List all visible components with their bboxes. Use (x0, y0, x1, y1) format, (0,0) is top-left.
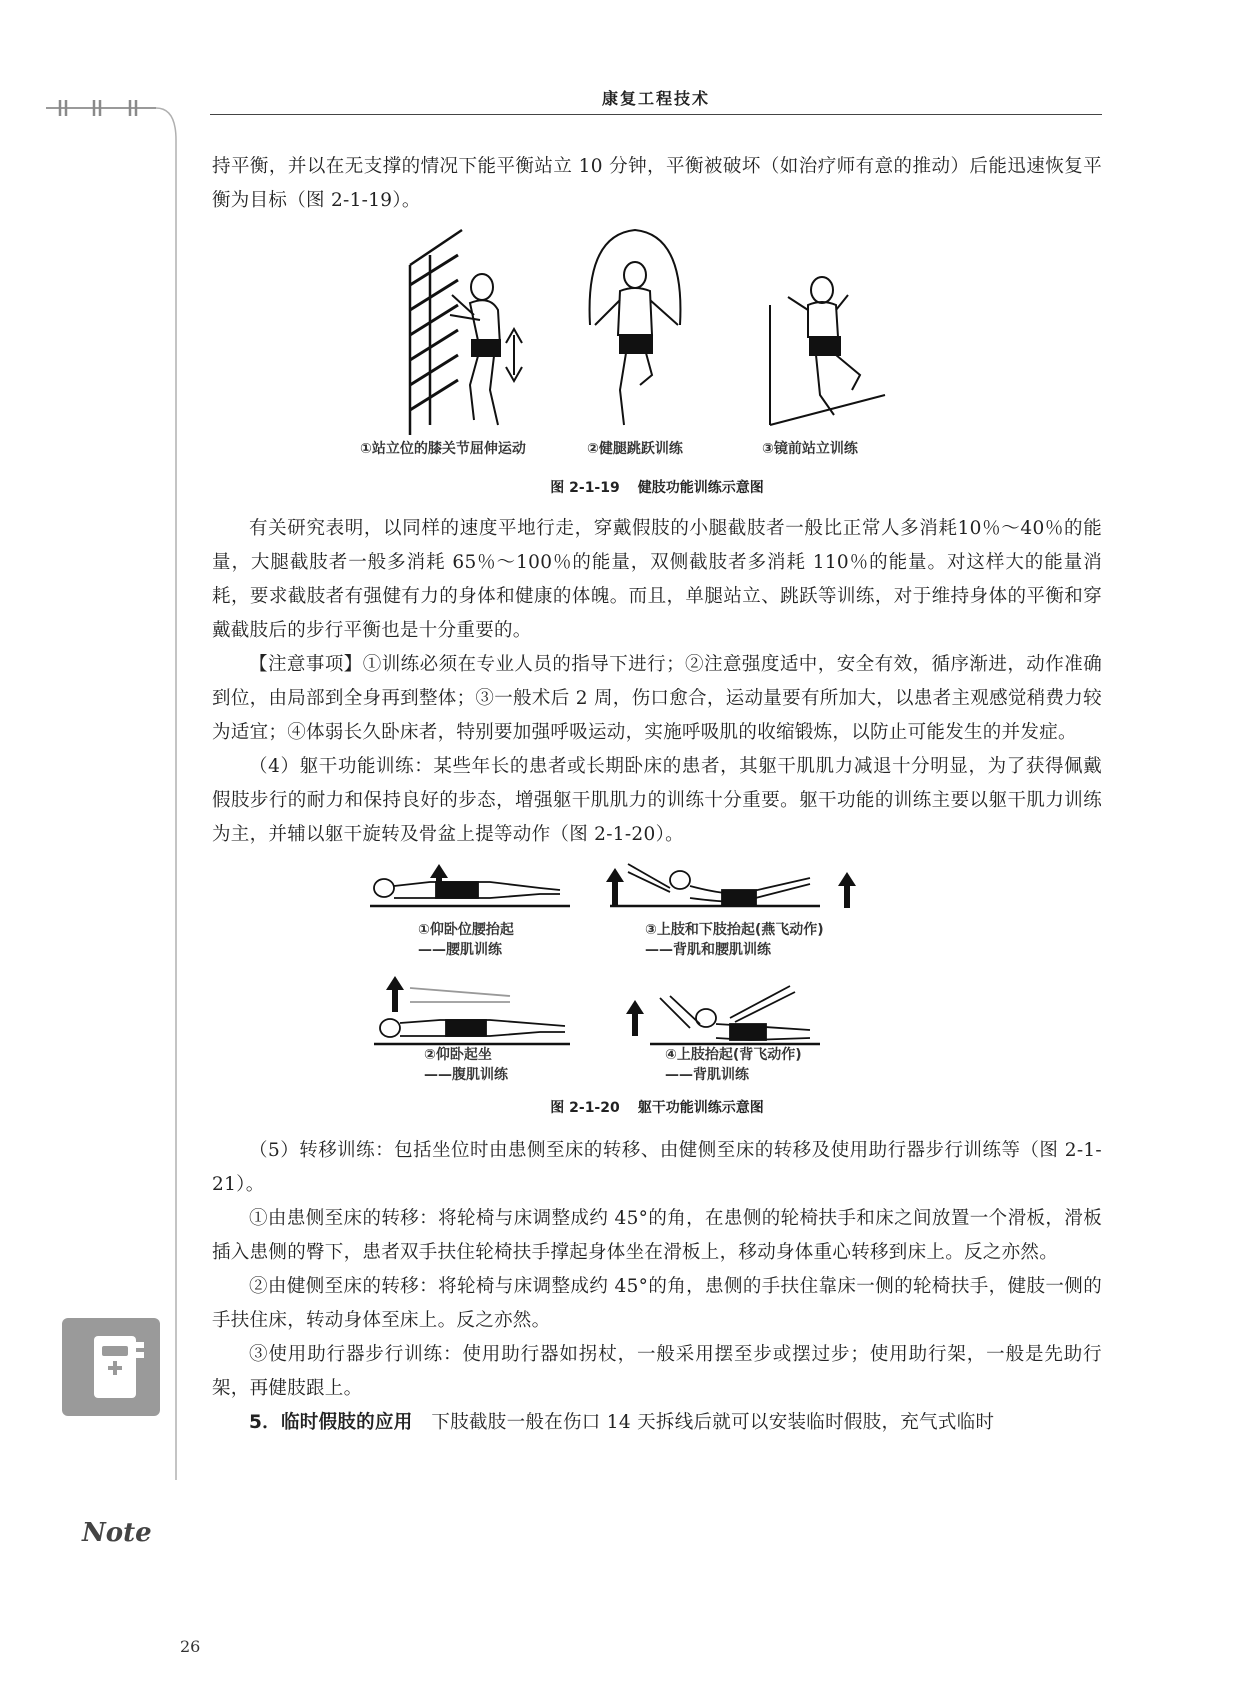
panel-4-line-2: ——背肌训练 (665, 1067, 749, 1083)
figure-2-1-19-title: 健肢功能训练示意图 (637, 480, 764, 496)
paragraph-5: （5）转移训练：包括坐位时由患侧至床的转移、由健侧至床的转移及使用助行器步行训练等（图 2-1-21）。 (212, 1140, 1102, 1195)
figure-2-1-19-subcaption-1: ①站立位的膝关节屈伸运动 (360, 441, 526, 457)
swallow-flight-figure (610, 864, 820, 906)
paragraph-6: ①由患侧至床的转移：将轮椅与床调整成约 45°的角，在患侧的轮椅扶手和床之间放置一个滑板，滑板插入患侧的臀下，患者双手扶住轮椅扶手撑起身体坐在滑板上，移动身体重心转移到床上。反之亦然。 (212, 1208, 1102, 1263)
figure-2-1-20-panel-3-caption (645, 920, 824, 960)
note-label: Note (82, 1518, 152, 1548)
page-number: 26 (180, 1637, 201, 1656)
paragraph-9-text: 下肢截肢一般在伤口 14 天拆线后就可以安装临时假肢，充气式临时 (431, 1412, 995, 1433)
paragraph-1 (212, 150, 1102, 218)
arrow-up-icon-sit-up (386, 976, 404, 1012)
figure-2-1-20-number: 图 2-1-20 (550, 1100, 620, 1116)
panel-4-line-1: ④上肢抬起(背飞动作) (665, 1047, 802, 1063)
wall-bars-icon (410, 230, 462, 435)
panel-3-line-1: ③上肢和下肢抬起(燕飞动作) (645, 922, 824, 938)
header-rule (210, 114, 1102, 115)
arrow-up-icon-right (838, 872, 856, 908)
section-heading-5: 5．临时假肢的应用 (249, 1412, 413, 1433)
paragraph-1-text: 持平衡，并以在无支撑的情况下能平衡站立 10 分钟，平衡被破坏（如治疗师有意的推动）后能迅速恢复平衡为目标（图 2-1-19）。 (212, 156, 1102, 211)
figure-2-1-19-number: 图 2-1-19 (550, 480, 620, 496)
running-header-title: 康复工程技术 (601, 89, 710, 108)
double-arrow-icon (506, 329, 522, 381)
paragraph-3: 【注意事项】①训练必须在专业人员的指导下进行；②注意强度适中，安全有效，循序渐进，动作准确到位，由局部到全身再到整体；③一般术后 2 周，伤口愈合，运动量要有所加大，以患者主观感觉稍费力较为适宜；④体弱长久卧床者，特别要加强呼吸运动，实施呼吸肌的收缩锻炼，以防止可能发生的并发症。 (212, 654, 1102, 743)
back-flight-figure (650, 986, 820, 1044)
figure-2-1-20-panel-4-caption (665, 1045, 802, 1085)
figure-2-1-20-panel-1-caption (418, 920, 514, 960)
sit-up-figure (374, 988, 570, 1044)
margin-decoration (46, 100, 196, 1500)
figure-2-1-20-caption (212, 1097, 1102, 1117)
figure-2-1-19-caption (212, 477, 1102, 497)
arrow-up-icon-back (626, 1000, 644, 1036)
supine-lumbar-raise-figure (370, 879, 570, 906)
body-text-block-2 (212, 1134, 1102, 1440)
figure-2-1-20-panel-2-caption (424, 1045, 508, 1085)
paragraph-7: ②由健侧至床的转移：将轮椅与床调整成约 45°的角，患侧的手扶住靠床一侧的轮椅扶手，健肢一侧的手扶住床，转动身体至床上。反之亦然。 (212, 1276, 1102, 1331)
jump-rope-figure (590, 230, 681, 425)
figure-2-1-19-subcaption-3: ③镜前站立训练 (762, 441, 858, 457)
note-icon (62, 1318, 160, 1416)
paragraph-9 (212, 1406, 1102, 1440)
standing-figure-1 (450, 274, 500, 425)
panel-3-line-2: ——背肌和腰肌训练 (645, 942, 771, 958)
panel-2-line-2: ——腹肌训练 (424, 1067, 508, 1083)
mirror-standing-figure (770, 277, 885, 425)
figure-2-1-19-subcaption-2: ②健腿跳跃训练 (587, 441, 683, 457)
figure-2-1-20-title: 躯干功能训练示意图 (637, 1100, 764, 1116)
figure-2-1-19-illustration (390, 225, 890, 440)
panel-2-line-1: ②仰卧起坐 (424, 1047, 492, 1063)
paragraph-8: ③使用助行器步行训练：使用助行器如拐杖，一般采用摆至步或摆过步；使用助行架，一般是先助行架，再健肢跟上。 (212, 1344, 1102, 1399)
paragraph-2: 有关研究表明，以同样的速度平地行走，穿戴假肢的小腿截肢者一般比正常人多消耗10％～40％的能量，大腿截肢者一般多消耗 65％～100％的能量，双侧截肢者多消耗 110％的能量。对这样大的能量消耗，要求截肢者有强健有力的身体和健康的体魄。而且，单腿站立、跳跃等训练，对于维持身体的平衡和穿戴截肢后的步行平衡也是十分重要的。 (212, 518, 1102, 641)
paragraph-4: （4）躯干功能训练：某些年长的患者或长期卧床的患者，其躯干肌肌力减退十分明显，为了获得佩戴假肢步行的耐力和保持良好的步态，增强躯干肌肌力的训练十分重要。躯干功能的训练主要以躯干肌力训练为主，并辅以躯干旋转及骨盆上提等动作（图 2-1-20）。 (212, 756, 1102, 845)
panel-1-line-1: ①仰卧位腰抬起 (418, 922, 514, 938)
panel-1-line-2: ——腰肌训练 (418, 942, 502, 958)
body-text-block-1 (212, 512, 1102, 852)
arrow-up-icon-left (606, 868, 624, 906)
